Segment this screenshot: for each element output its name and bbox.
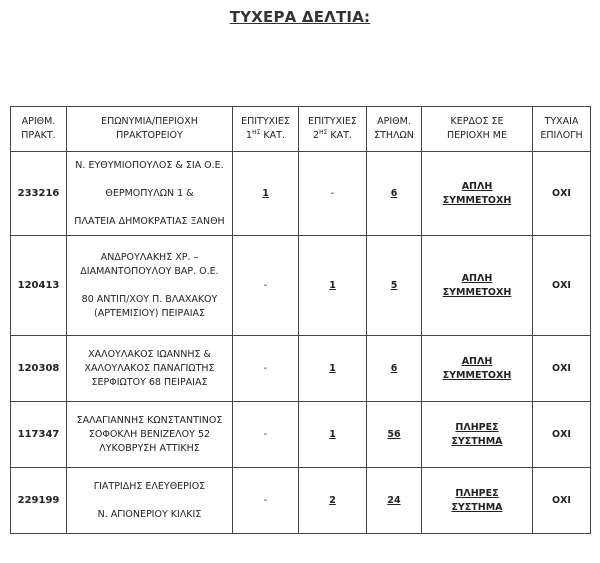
winning-tickets-table xyxy=(10,106,591,534)
header-agency: ΕΠΩΝΥΜΙΑ/ΠΕΡΙΟΧΗ ΠΡΑΚΤΟΡΕΙΟΥ xyxy=(67,107,233,152)
first-category-wins: 1 xyxy=(233,152,299,236)
columns-count: 56 xyxy=(367,402,422,468)
area-type: ΑΠΛΗ ΣΥΜΜΕΤΟΧΗ xyxy=(422,152,533,236)
second-category-wins: 1 xyxy=(299,336,367,402)
agency-code: 120413 xyxy=(11,236,67,336)
header-area: ΚΕΡΔΟΣ ΣΕ ΠΕΡΙΟΧΗ ΜΕ xyxy=(422,107,533,152)
table-row xyxy=(11,468,591,534)
header-random: ΤΥΧΑΙΑ ΕΠΙΛΟΓΗ xyxy=(533,107,591,152)
header-code: ΑΡΙΘΜ. ΠΡΑΚΤ. xyxy=(11,107,67,152)
area-type: ΑΠΛΗ ΣΥΜΜΕΤΟΧΗ xyxy=(422,336,533,402)
first-category-wins: - xyxy=(233,236,299,336)
columns-count: 6 xyxy=(367,336,422,402)
random-selection: ΟΧΙ xyxy=(533,468,591,534)
random-selection: ΟΧΙ xyxy=(533,152,591,236)
second-category-wins: 1 xyxy=(299,236,367,336)
table-row xyxy=(11,402,591,468)
first-category-wins: - xyxy=(233,336,299,402)
columns-count: 24 xyxy=(367,468,422,534)
columns-count: 5 xyxy=(367,236,422,336)
random-selection: ΟΧΙ xyxy=(533,402,591,468)
random-selection: ΟΧΙ xyxy=(533,236,591,336)
header-columns: ΑΡΙΘΜ. ΣΤΗΛΩΝ xyxy=(367,107,422,152)
first-category-wins: - xyxy=(233,468,299,534)
table-header-row xyxy=(11,107,591,152)
agency-name: ΧΑΛΟΥΛΑΚΟΣ ΙΩΑΝΝΗΣ & ΧΑΛΟΥΛΑΚΟΣ ΠΑΝΑΓΙΩΤΗΣ ΣΕΡΦΙΩΤΟΥ 68 ΠΕΙΡΑΙΑΣ xyxy=(67,336,233,402)
agency-name: ΣΑΛΑΓΙΑΝΝΗΣ ΚΩΝΣΤΑΝΤΙΝΟΣ ΣΟΦΟΚΛΗ ΒΕΝΙΖΕΛΟΥ 52 ΛΥΚΟΒΡΥΣΗ ΑΤΤΙΚΗΣ xyxy=(67,402,233,468)
second-category-wins: 2 xyxy=(299,468,367,534)
table-row xyxy=(11,152,591,236)
random-selection: ΟΧΙ xyxy=(533,336,591,402)
second-category-wins: 1 xyxy=(299,402,367,468)
agency-code: 120308 xyxy=(11,336,67,402)
first-category-wins: - xyxy=(233,402,299,468)
area-type: ΠΛΗΡΕΣ ΣΥΣΤΗΜΑ xyxy=(422,468,533,534)
agency-code: 233216 xyxy=(11,152,67,236)
agency-name: Ν. ΕΥΘΥΜΙΟΠΟΥΛΟΣ & ΣΙΑ Ο.Ε. ΘΕΡΜΟΠΥΛΩΝ 1 & ΠΛΑΤΕΙΑ ΔΗΜΟΚΡΑΤΙΑΣ ΞΑΝΘΗ xyxy=(67,152,233,236)
agency-code: 229199 xyxy=(11,468,67,534)
table-row xyxy=(11,236,591,336)
area-type: ΠΛΗΡΕΣ ΣΥΣΤΗΜΑ xyxy=(422,402,533,468)
header-first-category: ΕΠΙΤΥΧΙΕΣ $1^{H\Sigma}$ ΚΑΤ. xyxy=(233,107,299,152)
area-type: ΑΠΛΗ ΣΥΜΜΕΤΟΧΗ xyxy=(422,236,533,336)
table-row xyxy=(11,336,591,402)
agency-code: 117347 xyxy=(11,402,67,468)
agency-name: ΓΙΑΤΡΙΔΗΣ ΕΛΕΥΘΕΡΙΟΣ Ν. ΑΓΙΟΝΕΡΙΟΥ ΚΙΛΚΙΣ xyxy=(67,468,233,534)
agency-name: ΑΝΔΡΟΥΛΑΚΗΣ ΧΡ. – ΔΙΑΜΑΝΤΟΠΟΥΛΟΥ ΒΑΡ. Ο.Ε. 80 ΑΝΤΙΠ/ΧΟΥ Π. ΒΛΑΧΑΚΟΥ (ΑΡΤΕΜΙΣΙΟΥ) ΠΕΙΡΑΙΑΣ xyxy=(67,236,233,336)
page-title: ΤΥΧΕΡΑ ΔΕΛΤΙΑ: xyxy=(229,8,371,26)
second-category-wins: - xyxy=(299,152,367,236)
header-second-category: ΕΠΙΤΥΧΙΕΣ $2^{H\Sigma}$ ΚΑΤ. xyxy=(299,107,367,152)
columns-count: 6 xyxy=(367,152,422,236)
